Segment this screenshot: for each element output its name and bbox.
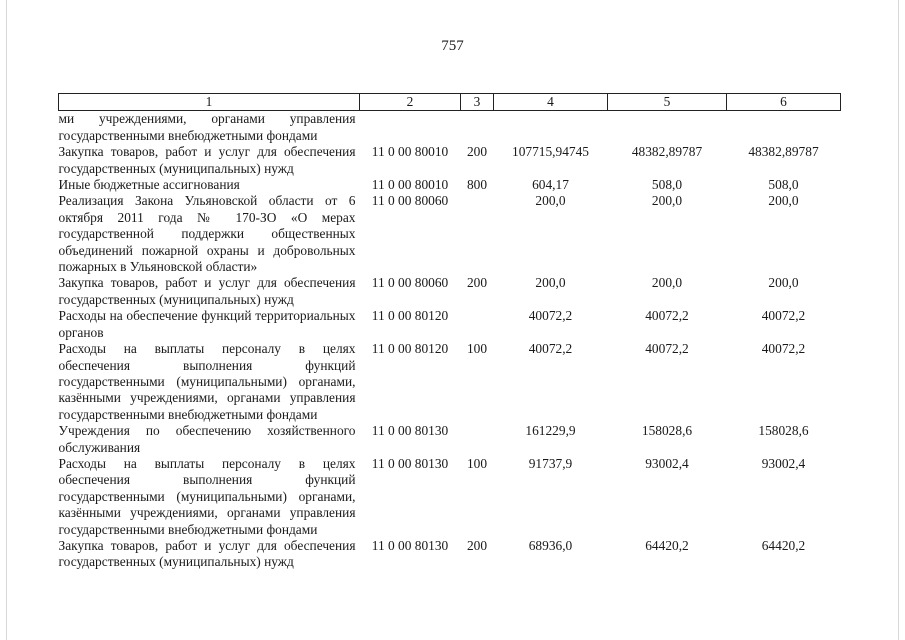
column-header: 5	[608, 94, 727, 111]
row-value-cell: 200,0	[768, 193, 799, 209]
row-name-cell: Учреждения по обеспечению хозяйственного обслуживания	[58, 423, 356, 455]
row-value-cell: 604,17	[532, 177, 569, 193]
table-row	[59, 341, 841, 423]
row-vr-cell	[461, 308, 494, 341]
row-value-cell: 91737,9	[528, 455, 573, 471]
row-value-cell	[494, 111, 608, 144]
row-name-cell: Реализация Закона Ульяновской области от 6 октября 2011 года № 170-ЗО «О мерах государственной поддержки общественных объединений пожарной охраны и добровольных пожарных в Ульяновской области»	[58, 193, 356, 275]
row-value-cell: 68936,0	[528, 537, 573, 553]
row-value-cell: 200,0	[768, 275, 799, 291]
table-header-row	[59, 94, 841, 111]
row-value-cell: 107715,94745	[512, 144, 589, 160]
row-value-cell: 508,0	[651, 177, 683, 193]
column-header: 3	[461, 94, 494, 111]
row-value-cell: 93002,4	[761, 455, 806, 471]
row-value-cell: 508,0	[768, 177, 799, 193]
row-value-cell: 40072,2	[645, 341, 689, 357]
row-value-cell: 40072,2	[761, 341, 806, 357]
table-row	[59, 275, 841, 308]
row-code-cell: 11 0 00 80120	[371, 308, 449, 324]
row-code-cell: 11 0 00 80060	[371, 275, 449, 291]
row-name-cell: Расходы на выплаты персоналу в целях обеспечения выполнения функций государственными (муниципальными) органами, казёнными учреждениями, органами управления государственными внебюджетными фондами	[58, 455, 356, 537]
row-value-cell: 200,0	[651, 275, 683, 291]
row-code-cell: 11 0 00 80130	[371, 537, 449, 553]
row-name-cell: Расходы на обеспечение функций территориальных органов	[58, 308, 356, 340]
row-name-cell: ми учреждениями, органами управления государственными внебюджетными фондами	[58, 111, 356, 143]
column-header: 4	[494, 94, 608, 111]
row-value-cell: 200,0	[535, 193, 566, 209]
row-name-cell: Закупка товаров, работ и услуг для обеспечения государственных (муниципальных) нужд	[58, 144, 356, 176]
table-body	[59, 111, 841, 571]
row-value-cell: 40072,2	[761, 308, 806, 324]
row-code-cell	[360, 111, 461, 144]
row-vr-cell: 200	[466, 275, 488, 291]
row-code-cell: 11 0 00 80010	[371, 144, 449, 160]
row-code-cell: 11 0 00 80130	[371, 423, 449, 439]
row-value-cell: 200,0	[535, 275, 566, 291]
page-number: 757	[441, 38, 464, 54]
row-value-cell: 40072,2	[528, 308, 573, 324]
column-header: 2	[360, 94, 461, 111]
scan-edge-line	[6, 0, 7, 640]
row-value-cell: 40072,2	[645, 308, 689, 324]
table-row	[59, 308, 841, 341]
row-vr-cell: 200	[466, 144, 488, 160]
table-row	[59, 538, 841, 571]
row-vr-cell: 800	[466, 177, 488, 193]
table-row	[59, 111, 841, 144]
row-code-cell: 11 0 00 80010	[371, 177, 449, 193]
row-name-cell: Закупка товаров, работ и услуг для обеспечения государственных (муниципальных) нужд	[58, 537, 356, 570]
row-name-cell: Расходы на выплаты персоналу в целях обеспечения выполнения функций государственными (муниципальными) органами, казёнными учреждениями, органами управления государственными внебюджетными фондами	[58, 341, 356, 422]
row-code-cell: 11 0 00 80060	[371, 193, 449, 209]
scan-edge-line	[898, 0, 899, 640]
column-header: 6	[727, 94, 841, 111]
row-value-cell: 48382,89787	[631, 144, 703, 160]
table-row	[59, 144, 841, 177]
row-vr-cell: 200	[466, 537, 488, 553]
row-value-cell: 158028,6	[641, 423, 693, 439]
row-value-cell: 48382,89787	[748, 144, 819, 160]
table-row	[59, 423, 841, 456]
row-code-cell: 11 0 00 80120	[371, 341, 449, 357]
row-value-cell: 161229,9	[525, 423, 576, 439]
table-row	[59, 193, 841, 275]
row-value-cell	[727, 111, 841, 144]
budget-table	[58, 93, 841, 571]
row-vr-cell: 100	[466, 455, 488, 471]
table-row	[59, 177, 841, 193]
row-value-cell: 200,0	[651, 193, 683, 209]
table-row	[59, 456, 841, 538]
row-vr-cell	[461, 111, 494, 144]
row-name-cell: Закупка товаров, работ и услуг для обеспечения государственных (муниципальных) нужд	[58, 275, 356, 307]
row-name-cell: Иные бюджетные ассигнования	[58, 177, 240, 193]
row-value-cell: 93002,4	[645, 455, 689, 471]
row-value-cell: 64420,2	[761, 537, 806, 553]
row-value-cell: 158028,6	[758, 423, 809, 439]
row-value-cell: 40072,2	[528, 341, 573, 357]
row-vr-cell	[461, 193, 494, 275]
row-value-cell: 64420,2	[645, 537, 689, 553]
row-vr-cell: 100	[466, 341, 488, 357]
row-vr-cell	[461, 423, 494, 456]
row-value-cell	[608, 111, 727, 144]
column-header: 1	[59, 94, 360, 111]
row-code-cell: 11 0 00 80130	[371, 455, 449, 471]
